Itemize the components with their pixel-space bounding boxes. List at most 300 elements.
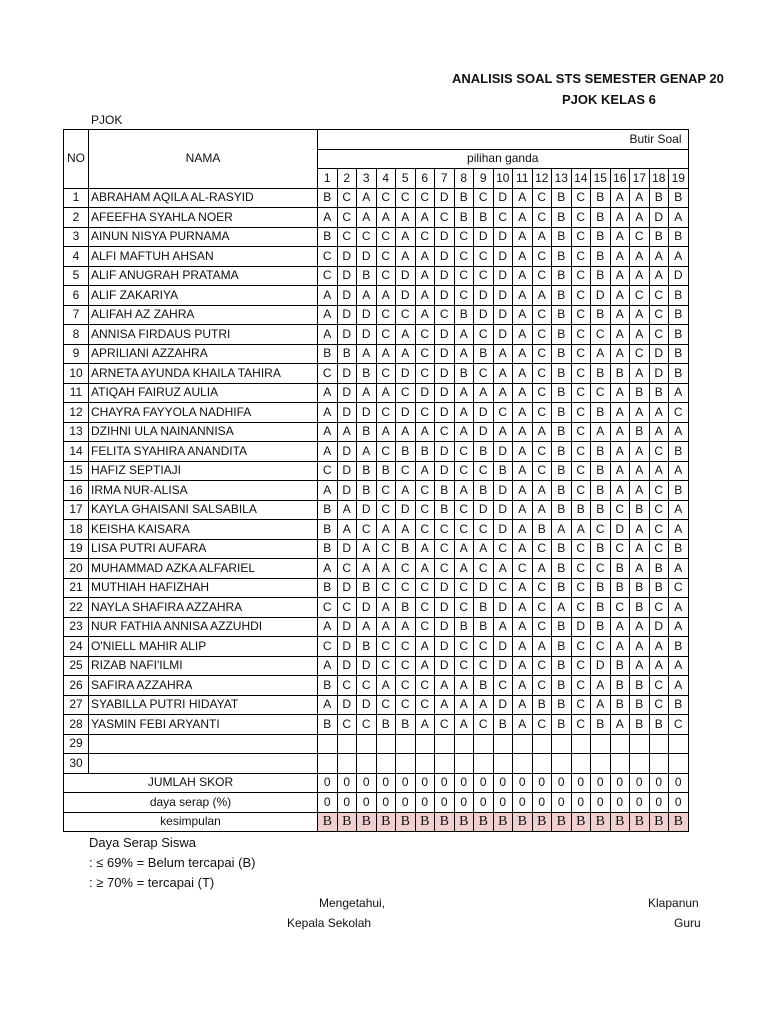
answer-cell: C — [493, 676, 513, 696]
student-no: 9 — [64, 344, 89, 364]
answer-cell — [493, 754, 513, 774]
answer-cell: B — [591, 598, 611, 618]
daya-serap-label: daya serap (%) — [64, 793, 318, 813]
answer-cell: B — [591, 617, 611, 637]
answer-cell: C — [376, 481, 396, 501]
daya-serap-value: 0 — [376, 793, 396, 813]
answer-cell: A — [376, 208, 396, 228]
jumlah-skor-value: 0 — [318, 773, 338, 793]
answer-cell: A — [513, 364, 533, 384]
answer-cell — [396, 754, 416, 774]
answer-cell: A — [669, 656, 689, 676]
daya-serap-value: 0 — [649, 793, 669, 813]
answer-cell: B — [552, 383, 572, 403]
answer-cell: D — [474, 305, 494, 325]
answer-cell: D — [357, 695, 377, 715]
answer-cell: A — [649, 656, 669, 676]
answer-cell: A — [610, 422, 630, 442]
answer-cell: B — [591, 481, 611, 501]
answer-cell: D — [357, 305, 377, 325]
answer-cell: A — [532, 422, 552, 442]
answer-cell: A — [318, 325, 338, 345]
student-no: 18 — [64, 520, 89, 540]
answer-cell: A — [610, 305, 630, 325]
answer-cell: B — [435, 500, 455, 520]
answer-cell: B — [610, 656, 630, 676]
answer-cell: C — [357, 520, 377, 540]
answer-cell: A — [610, 247, 630, 267]
answer-cell: C — [630, 286, 650, 306]
answer-cell: A — [396, 422, 416, 442]
student-no: 19 — [64, 539, 89, 559]
answer-cell: D — [493, 481, 513, 501]
answer-cell: C — [376, 364, 396, 384]
answer-cell: B — [318, 520, 338, 540]
answer-cell: A — [649, 422, 669, 442]
answer-cell: C — [571, 403, 591, 423]
student-name: AINUN NISYA PURNAMA — [89, 227, 318, 247]
answer-cell: D — [337, 617, 357, 637]
col-header-nama: NAMA — [89, 130, 318, 189]
answer-cell: A — [513, 305, 533, 325]
answer-cell: C — [571, 227, 591, 247]
answer-cell: C — [376, 227, 396, 247]
table-row — [64, 598, 689, 618]
answer-cell: A — [474, 539, 494, 559]
answer-cell: C — [474, 559, 494, 579]
answer-cell: D — [396, 266, 416, 286]
table-row — [64, 715, 689, 735]
answer-cell: C — [532, 266, 552, 286]
student-no: 4 — [64, 247, 89, 267]
answer-cell: B — [454, 364, 474, 384]
answer-cell — [435, 734, 455, 754]
answer-cell: B — [552, 500, 572, 520]
answer-cell: B — [357, 481, 377, 501]
answer-cell: D — [357, 247, 377, 267]
table-row — [64, 559, 689, 579]
answer-cell: B — [552, 325, 572, 345]
answer-cell: B — [552, 247, 572, 267]
answer-cell: C — [474, 325, 494, 345]
student-no: 15 — [64, 461, 89, 481]
answer-cell: B — [649, 578, 669, 598]
answer-cell — [532, 754, 552, 774]
student-no: 1 — [64, 188, 89, 208]
answer-cell: C — [415, 403, 435, 423]
answer-cell: B — [610, 364, 630, 384]
answer-cell: B — [630, 383, 650, 403]
answer-cell: C — [396, 637, 416, 657]
answer-cell: A — [318, 481, 338, 501]
answer-cell: B — [474, 481, 494, 501]
answer-cell: D — [493, 598, 513, 618]
answer-cell: D — [493, 325, 513, 345]
answer-cell: B — [318, 227, 338, 247]
answer-cell — [552, 754, 572, 774]
kesimpulan-value: B — [474, 812, 494, 832]
daya-serap-value: 0 — [435, 793, 455, 813]
question-number: 4 — [376, 169, 396, 189]
answer-cell: C — [649, 539, 669, 559]
answer-cell: C — [571, 364, 591, 384]
student-name: ALIFAH AZ ZAHRA — [89, 305, 318, 325]
answer-cell: B — [337, 344, 357, 364]
answer-cell: D — [337, 403, 357, 423]
jumlah-skor-value: 0 — [669, 773, 689, 793]
student-name — [89, 734, 318, 754]
answer-cell: A — [610, 461, 630, 481]
answer-cell: C — [571, 676, 591, 696]
answer-cell: C — [357, 227, 377, 247]
answer-cell: B — [649, 188, 669, 208]
answer-cell: A — [318, 442, 338, 462]
answer-cell: B — [669, 344, 689, 364]
answer-cell: A — [415, 656, 435, 676]
answer-sheet — [63, 129, 768, 834]
answer-cell: C — [474, 461, 494, 481]
answer-cell: A — [454, 559, 474, 579]
answer-cell: A — [435, 695, 455, 715]
answer-cell: C — [337, 227, 357, 247]
jumlah-skor-value: 0 — [357, 773, 377, 793]
answer-cell: C — [571, 247, 591, 267]
answer-cell: C — [396, 188, 416, 208]
answer-cell: B — [318, 676, 338, 696]
question-number: 2 — [337, 169, 357, 189]
answer-cell: C — [454, 266, 474, 286]
answer-cell: B — [669, 325, 689, 345]
answer-cell: B — [396, 598, 416, 618]
answer-cell: C — [669, 403, 689, 423]
answer-cell: C — [415, 227, 435, 247]
answer-cell: A — [610, 266, 630, 286]
kesimpulan-value: B — [357, 812, 377, 832]
answer-cell: C — [396, 676, 416, 696]
answer-cell: A — [415, 559, 435, 579]
answer-cell: D — [474, 500, 494, 520]
answer-cell — [376, 754, 396, 774]
answer-cell: A — [630, 247, 650, 267]
answer-cell: B — [318, 344, 338, 364]
answer-cell: A — [376, 559, 396, 579]
answer-cell: A — [493, 422, 513, 442]
answer-cell: B — [630, 715, 650, 735]
table-row — [64, 695, 689, 715]
answer-cell: D — [396, 286, 416, 306]
answer-cell: B — [474, 676, 494, 696]
answer-cell: A — [669, 208, 689, 228]
answer-cell: B — [630, 676, 650, 696]
answer-cell: A — [513, 442, 533, 462]
student-no: 17 — [64, 500, 89, 520]
answer-cell: B — [357, 266, 377, 286]
place-label: Klapanun — [648, 896, 699, 910]
answer-cell: A — [435, 676, 455, 696]
answer-cell — [474, 754, 494, 774]
student-no: 2 — [64, 208, 89, 228]
answer-cell: D — [337, 656, 357, 676]
answer-cell: D — [493, 266, 513, 286]
answer-cell: B — [454, 188, 474, 208]
answer-cell: A — [318, 617, 338, 637]
jumlah-skor-value: 0 — [552, 773, 572, 793]
answer-cell: C — [649, 325, 669, 345]
answer-cell: C — [415, 364, 435, 384]
student-no: 6 — [64, 286, 89, 306]
answer-cell: C — [571, 208, 591, 228]
answer-cell: C — [610, 500, 630, 520]
student-no: 23 — [64, 617, 89, 637]
answer-cell: C — [454, 227, 474, 247]
answer-cell: B — [552, 676, 572, 696]
answer-cell: C — [532, 208, 552, 228]
answer-cell: D — [435, 461, 455, 481]
answer-cell: D — [337, 247, 357, 267]
answer-cell: A — [396, 227, 416, 247]
answer-cell: C — [571, 266, 591, 286]
answer-cell: D — [493, 247, 513, 267]
answer-cell: A — [493, 364, 513, 384]
daya-serap-row — [64, 793, 689, 813]
answer-cell: B — [318, 500, 338, 520]
question-number: 6 — [415, 169, 435, 189]
answer-cell: A — [513, 520, 533, 540]
answer-cell: C — [396, 383, 416, 403]
answer-cell: B — [571, 500, 591, 520]
subject-label: PJOK — [91, 113, 123, 127]
answer-cell: A — [493, 383, 513, 403]
jumlah-skor-value: 0 — [513, 773, 533, 793]
answer-cell: C — [532, 461, 552, 481]
answer-cell: A — [610, 344, 630, 364]
kesimpulan-value: B — [435, 812, 455, 832]
answer-cell: C — [493, 539, 513, 559]
answer-cell: D — [493, 656, 513, 676]
student-name: SYABILLA PUTRI HIDAYAT — [89, 695, 318, 715]
answer-cell: D — [649, 617, 669, 637]
student-name: KAYLA GHAISANI SALSABILA — [89, 500, 318, 520]
kesimpulan-value: B — [454, 812, 474, 832]
answer-cell: C — [376, 500, 396, 520]
table-row — [64, 325, 689, 345]
kesimpulan-value: B — [630, 812, 650, 832]
answer-cell: B — [591, 578, 611, 598]
answer-cell: D — [357, 325, 377, 345]
answer-cell: A — [357, 344, 377, 364]
answer-cell: A — [591, 676, 611, 696]
legend-tercapai: : ≥ 70% = tercapai (T) — [89, 875, 215, 890]
kesimpulan-value: B — [396, 812, 416, 832]
answer-cell: D — [435, 266, 455, 286]
answer-cell: D — [474, 422, 494, 442]
answer-cell: D — [435, 188, 455, 208]
answer-cell: C — [474, 715, 494, 735]
mengetahui-label: Mengetahui, — [319, 896, 386, 910]
answer-cell: C — [571, 286, 591, 306]
answer-cell: C — [435, 559, 455, 579]
student-name: CHAYRA FAYYOLA NADHIFA — [89, 403, 318, 423]
answer-cell — [357, 734, 377, 754]
answer-cell: B — [610, 559, 630, 579]
answer-cell: C — [318, 598, 338, 618]
answer-cell: A — [474, 383, 494, 403]
answer-cell: B — [669, 637, 689, 657]
kesimpulan-value: B — [610, 812, 630, 832]
answer-cell: B — [630, 598, 650, 618]
question-number: 8 — [454, 169, 474, 189]
answer-cell: C — [591, 383, 611, 403]
answer-cell: D — [474, 403, 494, 423]
answer-cell: A — [630, 539, 650, 559]
student-name: LISA PUTRI AUFARA — [89, 539, 318, 559]
answer-cell: C — [396, 656, 416, 676]
answer-cell: A — [669, 461, 689, 481]
answer-cell: C — [532, 383, 552, 403]
answer-cell: B — [552, 403, 572, 423]
answer-cell: B — [552, 422, 572, 442]
answer-cell: A — [357, 442, 377, 462]
answer-cell: B — [669, 227, 689, 247]
answer-cell: C — [532, 188, 552, 208]
answer-cell: A — [552, 520, 572, 540]
student-name: HAFIZ SEPTIAJI — [89, 461, 318, 481]
answer-cell: D — [649, 344, 669, 364]
answer-cell: A — [415, 461, 435, 481]
answer-cell: A — [318, 403, 338, 423]
answer-cell: C — [357, 676, 377, 696]
answer-cell: D — [337, 578, 357, 598]
answer-cell: A — [376, 520, 396, 540]
answer-cell: A — [649, 403, 669, 423]
answer-cell — [318, 734, 338, 754]
answer-cell: A — [396, 520, 416, 540]
jumlah-skor-value: 0 — [610, 773, 630, 793]
answer-cell: C — [454, 461, 474, 481]
answer-cell: C — [649, 598, 669, 618]
kesimpulan-value: B — [552, 812, 572, 832]
student-name: ANNISA FIRDAUS PUTRI — [89, 325, 318, 345]
answer-cell: B — [474, 208, 494, 228]
answer-cell: D — [649, 208, 669, 228]
answer-cell: C — [415, 188, 435, 208]
daya-serap-value: 0 — [591, 793, 611, 813]
answer-cell: C — [649, 676, 669, 696]
answer-cell: C — [474, 188, 494, 208]
daya-serap-value: 0 — [493, 793, 513, 813]
answer-cell: D — [337, 539, 357, 559]
table-row — [64, 208, 689, 228]
answer-cell: D — [571, 617, 591, 637]
answer-cell: A — [630, 305, 650, 325]
answer-cell: D — [493, 305, 513, 325]
answer-cell: A — [396, 617, 416, 637]
answer-cell — [552, 734, 572, 754]
answer-cell: A — [454, 383, 474, 403]
answer-cell: B — [669, 481, 689, 501]
question-number: 14 — [571, 169, 591, 189]
answer-cell — [591, 754, 611, 774]
answer-cell — [649, 734, 669, 754]
student-no: 28 — [64, 715, 89, 735]
student-name: RIZAB NAFI'ILMI — [89, 656, 318, 676]
answer-cell: C — [571, 344, 591, 364]
answer-cell: A — [318, 695, 338, 715]
answer-cell: B — [610, 695, 630, 715]
answer-cell: B — [552, 578, 572, 598]
answer-cell: A — [318, 208, 338, 228]
answer-cell: B — [552, 461, 572, 481]
daya-serap-value: 0 — [610, 793, 630, 813]
answer-cell: D — [493, 520, 513, 540]
answer-cell: A — [513, 539, 533, 559]
answer-cell: C — [376, 539, 396, 559]
answer-cell: C — [649, 695, 669, 715]
answer-cell: A — [396, 325, 416, 345]
answer-cell: D — [337, 461, 357, 481]
daya-serap-value: 0 — [532, 793, 552, 813]
answer-cell: D — [435, 227, 455, 247]
table-row — [64, 676, 689, 696]
answer-cell: B — [669, 188, 689, 208]
answer-cell: A — [396, 344, 416, 364]
jumlah-skor-value: 0 — [415, 773, 435, 793]
answer-cell — [415, 734, 435, 754]
answer-cell: A — [532, 637, 552, 657]
student-no: 10 — [64, 364, 89, 384]
answer-cell — [454, 754, 474, 774]
answer-cell: D — [357, 500, 377, 520]
answer-cell: C — [415, 481, 435, 501]
answer-cell: A — [669, 520, 689, 540]
answer-cell: C — [571, 539, 591, 559]
daya-serap-value: 0 — [454, 793, 474, 813]
answer-cell: A — [649, 637, 669, 657]
student-name: APRILIANI AZZAHRA — [89, 344, 318, 364]
answer-cell: C — [649, 500, 669, 520]
answer-cell: C — [591, 325, 611, 345]
answer-cell: C — [435, 422, 455, 442]
answer-cell: D — [435, 598, 455, 618]
jumlah-skor-value: 0 — [493, 773, 513, 793]
kesimpulan-label: kesimpulan — [64, 812, 318, 832]
student-no: 3 — [64, 227, 89, 247]
answer-cell — [415, 754, 435, 774]
answer-cell: A — [513, 344, 533, 364]
student-name: ABRAHAM AQILA AL-RASYID — [89, 188, 318, 208]
student-name: O'NIELL MAHIR ALIP — [89, 637, 318, 657]
answer-cell: C — [376, 695, 396, 715]
answer-cell: D — [474, 227, 494, 247]
student-no: 26 — [64, 676, 89, 696]
answer-cell: A — [591, 695, 611, 715]
question-number: 11 — [513, 169, 533, 189]
answer-cell: B — [552, 188, 572, 208]
student-name: ATIQAH FAIRUZ AULIA — [89, 383, 318, 403]
answer-cell: D — [357, 403, 377, 423]
answer-cell: A — [513, 383, 533, 403]
answer-cell: B — [474, 598, 494, 618]
answer-cell: C — [454, 637, 474, 657]
answer-cell: B — [532, 695, 552, 715]
kesimpulan-value: B — [493, 812, 513, 832]
answer-cell: C — [493, 403, 513, 423]
answer-cell: A — [610, 637, 630, 657]
answer-cell: C — [337, 676, 357, 696]
question-number: 1 — [318, 169, 338, 189]
answer-cell — [357, 754, 377, 774]
answer-cell: C — [649, 481, 669, 501]
